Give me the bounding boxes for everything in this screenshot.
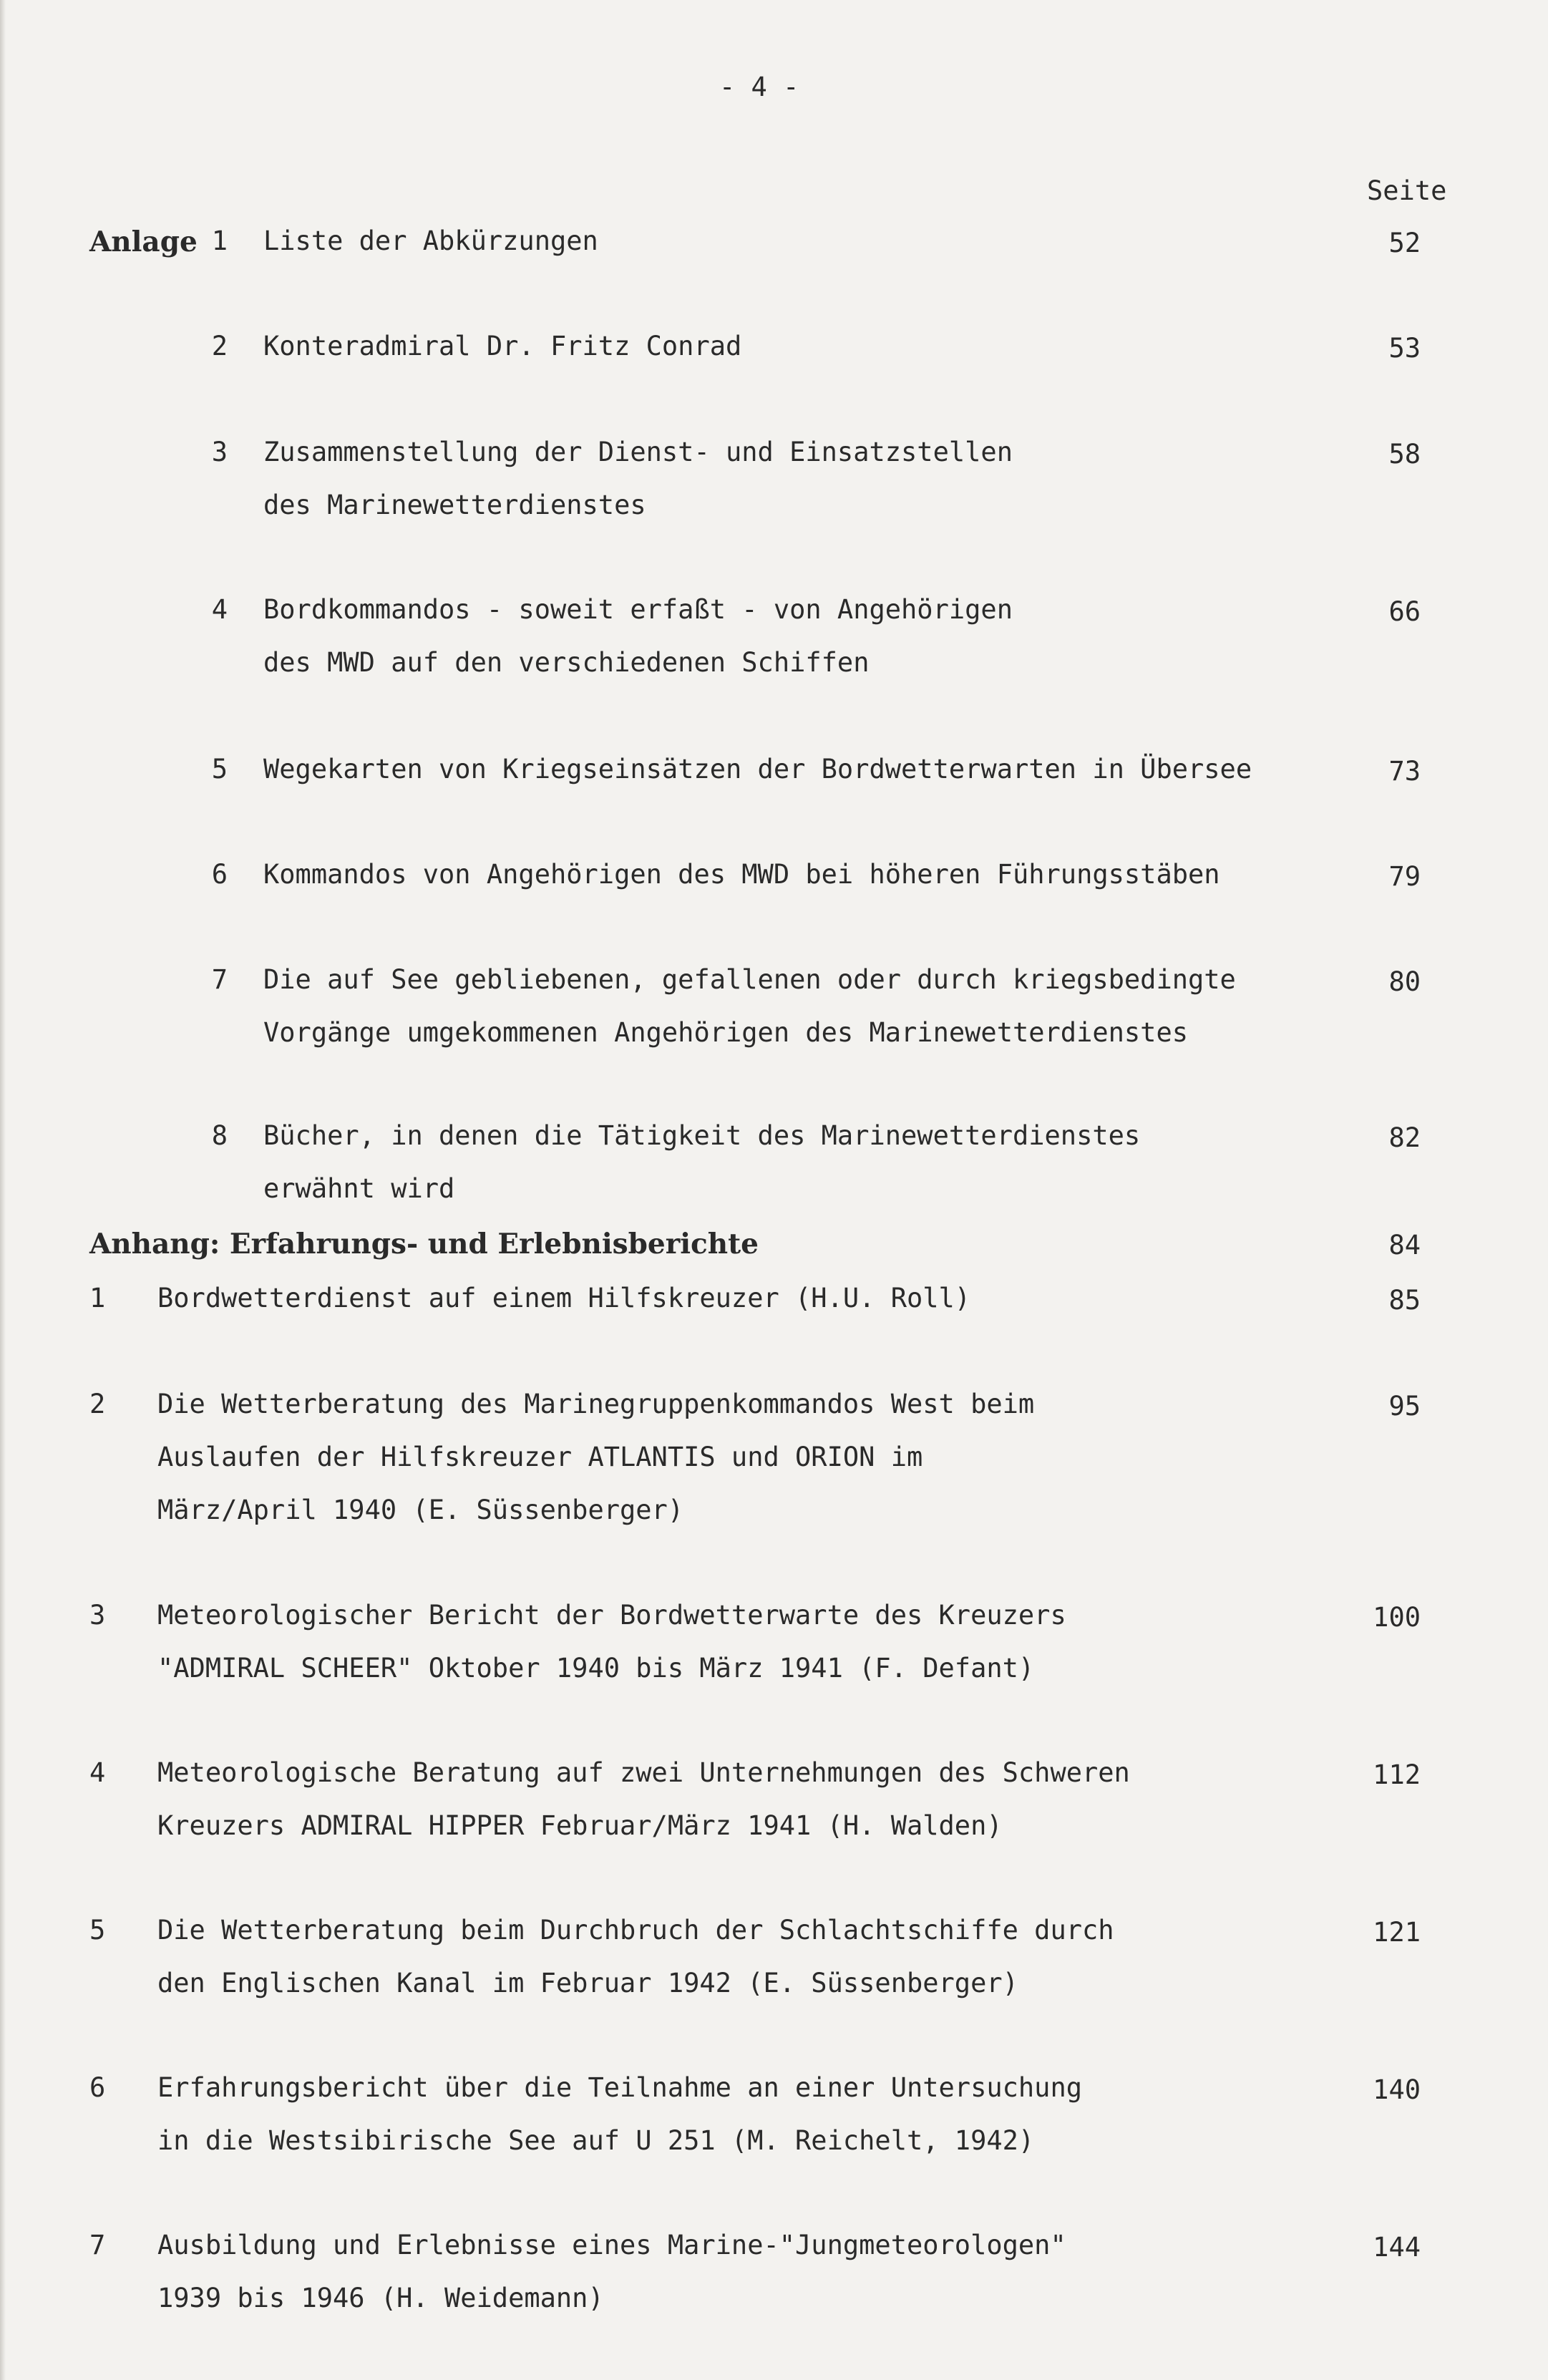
anhang-entry-title-line: Die Wetterberatung des Marinegruppenkommandos West beim [157, 1389, 1035, 1419]
anlage-entry-number: 1 [211, 225, 228, 256]
anlage-entry-title-line: des MWD auf den verschiedenen Schiffen [263, 647, 870, 678]
anhang-entry-number: 3 [89, 1600, 106, 1631]
page-number: - 4 - [719, 72, 799, 102]
anlage-entry-title-line: Vorgänge umgekommenen Angehörigen des Marinewetterdienstes [263, 1017, 1189, 1048]
anlage-entry-title-line: Die auf See gebliebenen, gefallenen oder durch kriegsbedingte [263, 964, 1236, 995]
anhang-entry-title-line: Erfahrungsbericht über die Teilnahme an einer Untersuchung [157, 2072, 1083, 2103]
anhang-entry-title-line: 1939 bis 1946 (H. Weidemann) [157, 2283, 604, 2313]
anlage-entry-number: 3 [211, 437, 228, 467]
anhang-entry-title-line: Die Wetterberatung beim Durchbruch der Schlachtschiffe durch [157, 1915, 1114, 1946]
anhang-entry-page: 144 [1373, 2232, 1421, 2263]
anhang-entry-number: 1 [89, 1283, 106, 1313]
anhang-entry-page: 140 [1373, 2074, 1421, 2105]
anhang-entry-title-line: den Englischen Kanal im Februar 1942 (E. Süssenberger) [157, 1968, 1018, 1998]
anhang-entry-title-line: in die Westsibirische See auf U 251 (M. Reichelt, 1942) [157, 2125, 1035, 2156]
anhang-entry-title-line: Ausbildung und Erlebnisse eines Marine-"Jungmeteorologen" [157, 2230, 1066, 2260]
anhang-entry-number: 4 [89, 1757, 106, 1788]
anhang-entry-title-line: März/April 1940 (E. Süssenberger) [157, 1495, 684, 1525]
anlage-entry-title-line: Kommandos von Angehörigen des MWD bei höheren Führungsstäben [263, 859, 1220, 890]
anhang-entry-number: 7 [89, 2230, 106, 2260]
anlage-entry-title-line: des Marinewetterdienstes [263, 490, 646, 520]
anhang-entry-title-line: "ADMIRAL SCHEER" Oktober 1940 bis März 1941 (F. Defant) [157, 1653, 1035, 1684]
anhang-entry-number: 6 [89, 2072, 106, 2103]
anlage-entry-number: 8 [211, 1120, 228, 1151]
anlage-entry-page: 73 [1388, 756, 1421, 787]
anlage-entry-page: 80 [1388, 966, 1421, 997]
anlage-entry-page: 79 [1388, 861, 1421, 892]
anlage-entry-number: 7 [211, 964, 228, 995]
anlage-entry-number: 6 [211, 859, 228, 890]
anhang-page: 84 [1388, 1230, 1421, 1261]
anlage-entry-title-line: Wegekarten von Kriegseinsätzen der Bordwetterwarten in Übersee [263, 754, 1252, 785]
anhang-entry-number: 5 [89, 1915, 106, 1946]
anhang-entry-title-line: Auslaufen der Hilfskreuzer ATLANTIS und ORION im [157, 1442, 923, 1472]
anhang-heading: Anhang: Erfahrungs- und Erlebnisberichte [89, 1228, 759, 1261]
anlage-entry-title-line: Liste der Abkürzungen [263, 225, 598, 256]
anlage-entry-page: 53 [1388, 333, 1421, 364]
anhang-entry-number: 2 [89, 1389, 106, 1419]
anlage-entry-page: 52 [1388, 228, 1421, 258]
anlage-entry-page: 66 [1388, 596, 1421, 627]
anhang-entry-page: 112 [1373, 1759, 1421, 1790]
anlage-label: Anlage [89, 225, 198, 258]
anhang-entry-title-line: Meteorologischer Bericht der Bordwetterwarte des Kreuzers [157, 1600, 1066, 1631]
anlage-entry-title-line: Bücher, in denen die Tätigkeit des Marinewetterdienstes [263, 1120, 1141, 1151]
anlage-entry-page: 82 [1388, 1122, 1421, 1153]
anhang-entry-page: 121 [1373, 1917, 1421, 1948]
page-column-header: Seite [1367, 175, 1447, 206]
anhang-entry-title-line: Bordwetterdienst auf einem Hilfskreuzer (H.U. Roll) [157, 1283, 971, 1313]
anlage-entry-number: 4 [211, 594, 228, 625]
anhang-entry-page: 95 [1388, 1391, 1421, 1422]
anlage-entry-page: 58 [1388, 439, 1421, 470]
anhang-entry-title-line: Kreuzers ADMIRAL HIPPER Februar/März 1941 (H. Walden) [157, 1810, 1003, 1841]
anhang-entry-page: 100 [1373, 1602, 1421, 1633]
anlage-entry-title-line: Konteradmiral Dr. Fritz Conrad [263, 331, 742, 361]
anlage-entry-title-line: Zusammenstellung der Dienst- und Einsatzstellen [263, 437, 1013, 467]
anlage-entry-title-line: erwähnt wird [263, 1173, 455, 1204]
anlage-entry-number: 5 [211, 754, 228, 785]
scan-edge-shadow [0, 0, 6, 2380]
anhang-entry-page: 85 [1388, 1285, 1421, 1316]
anlage-entry-number: 2 [211, 331, 228, 361]
anhang-entry-title-line: Meteorologische Beratung auf zwei Unternehmungen des Schweren [157, 1757, 1130, 1788]
anlage-entry-title-line: Bordkommandos - soweit erfaßt - von Angehörigen [263, 594, 1013, 625]
